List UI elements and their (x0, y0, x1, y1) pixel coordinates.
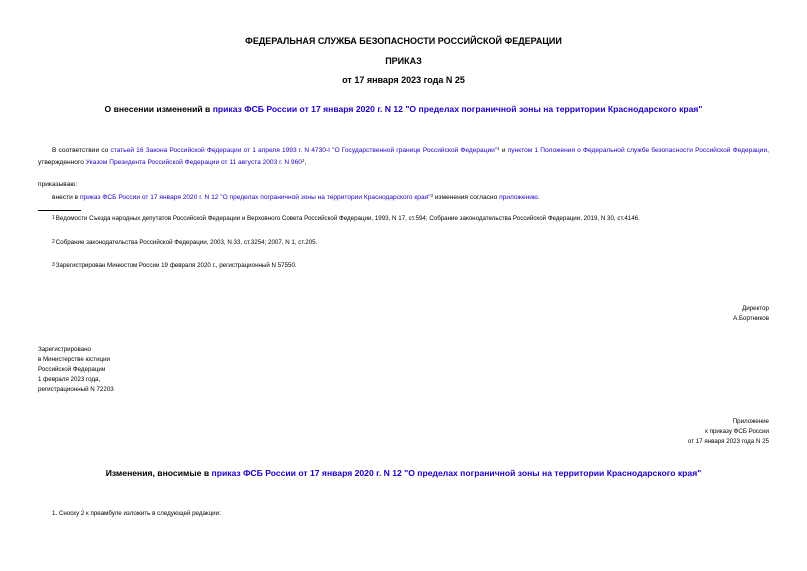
appendix-reference-block (560, 417, 769, 447)
appendix-title-order-link[interactable]: приказ ФСБ России от 17 января 2020 г. N 12 "О пределах пограничной зоны на территории Краснодарского края" (211, 468, 702, 478)
footnote-1 (52, 213, 772, 224)
footnote-1-mark: 1 (52, 215, 55, 221)
appendix-ref-line-3: от 17 января 2023 года N 25 (687, 438, 769, 445)
footnote-2-mark: 2 (52, 239, 55, 245)
presidential-decree-link[interactable]: Указом Президента Российской Федерации от 11 августа 2003 г. N 960 (85, 159, 302, 166)
footnote-3-text: Зарегистрирован Минюстом России 19 февраля 2020 г., регистрационный N 57550. (55, 262, 297, 269)
footnote-2-text: Собрание законодательства Российской Федерации, 2003, N 33, ст.3254; 2007, N 1, ст.205. (55, 239, 318, 246)
order-text-1: внести в (52, 194, 80, 201)
footnote-ref-3[interactable]: 3 (430, 193, 434, 198)
footnote-ref-2[interactable]: 2 (301, 158, 305, 163)
registration-line-4: 1 февраля 2023 года, (38, 376, 101, 383)
doc-date-heading: от 17 января 2023 года N 25 (342, 75, 465, 85)
order-paragraph (52, 191, 772, 203)
appendix-ref-line-2: к приказу ФСБ России (705, 428, 769, 435)
footnote-separator (38, 210, 81, 211)
signature-name: А.Бортников (733, 315, 769, 322)
appendix-title-prefix: Изменения, вносимые в (105, 468, 212, 478)
order-word: приказываю: (38, 181, 78, 188)
amendment-item-1: 1. Сноску 2 к преамбуле изложить в следующей редакции: (52, 510, 221, 517)
preamble-text-4: , (304, 159, 307, 166)
footnote-2 (52, 237, 772, 248)
preamble-text-1: В соответствии со (52, 147, 111, 154)
preamble-text-3: , утвержденного (38, 147, 769, 166)
document-title (0, 104, 807, 114)
footnote-3 (52, 260, 772, 271)
agency-heading: ФЕДЕРАЛЬНАЯ СЛУЖБА БЕЗОПАСНОСТИ РОССИЙСКОЙ ФЕДЕРАЦИИ (245, 36, 562, 46)
law-article-link[interactable]: статьей 16 Закона Российской Федерации от 1 апреля 1993 г. N 4730-I "О Государственной границе Российской Федерации" (110, 147, 498, 154)
order-text-3: . (537, 194, 540, 201)
footnote-3-mark: 3 (52, 262, 55, 268)
preamble-paragraph (38, 144, 769, 168)
regulation-point-link[interactable]: пунктом 1 Положения о Федеральной службе безопасности Российской Федерации (507, 147, 768, 154)
order-text-2: изменения согласно (433, 194, 500, 201)
amended-order-link[interactable]: приказ ФСБ России от 17 января 2020 г. N 12 "О пределах пограничной зоны на территории Краснодарского края" (79, 194, 431, 201)
registration-line-2: в Министерстве юстиции (38, 356, 111, 363)
signature-position: Директор (742, 305, 769, 312)
registration-block (38, 345, 238, 395)
registration-line-5: регистрационный N 72203 (38, 386, 114, 393)
appendix-title (0, 468, 807, 478)
footnote-1-text: Ведомости Съезда народных депутатов Российской Федерации и Верховного Совета Российской Федерации, 1993, N 17, ст.594; Собрание законодательства Российской Федерации, 2019, N 30, ст.4146. (55, 215, 640, 222)
appendix-link[interactable]: приложению (499, 194, 538, 201)
appendix-ref-line-1: Приложение (732, 418, 769, 425)
registration-line-3: Российской Федерации (38, 366, 106, 373)
registration-line-1: Зарегистрировано (38, 346, 91, 353)
title-prefix: О внесении изменений в (104, 104, 213, 114)
title-order-link[interactable]: приказ ФСБ России от 17 января 2020 г. N 12 "О пределах пограничной зоны на территории Краснодарского края" (212, 104, 703, 114)
doc-type-heading: ПРИКАЗ (385, 56, 422, 66)
preamble-text-2: и (499, 147, 508, 154)
footnote-ref-1[interactable]: 1 (497, 146, 500, 151)
signature-block (600, 304, 769, 324)
